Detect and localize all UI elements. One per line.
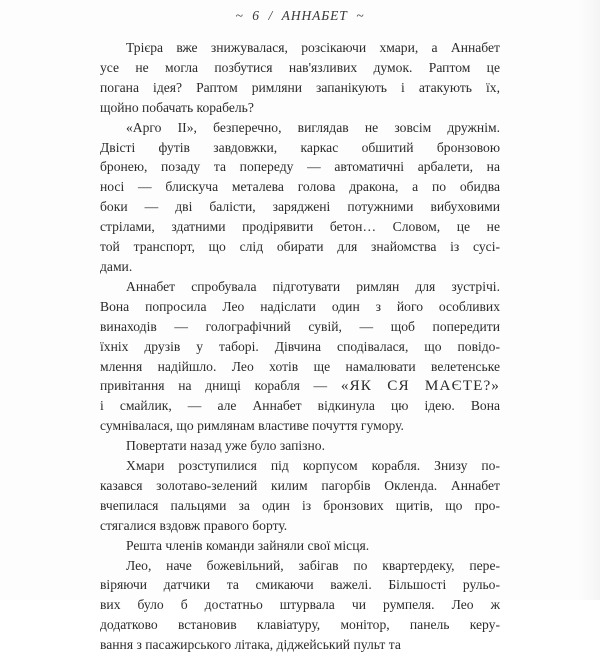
text-line: Трієра вже знижувалася, розсікаючи хмари, а Аннабет bbox=[126, 40, 500, 55]
text-line: казався золотаво-зелений килим пагорбів Окленда. Аннабет bbox=[100, 477, 500, 493]
text-line: Повертати назад уже було запізно. bbox=[126, 438, 325, 454]
running-head: ~ 6 / АННАБЕТ ~ bbox=[235, 8, 365, 23]
text-line: вання з пасажирського літака, діджейський пульт та bbox=[100, 637, 401, 653]
text-line: щойно побачать корабель? bbox=[100, 99, 254, 115]
text-line: вих було б достатньо штурвала чи румпеля. Лео ж bbox=[100, 597, 500, 613]
text-line: погана ідея? Раптом римляни запанікують і атакують їх, bbox=[100, 79, 500, 95]
text-line: боки — дві балісти, заряджені потужними вибуховими bbox=[100, 199, 500, 215]
emphasised-caps-text: «ЯК СЯ МАЄТЕ?» bbox=[340, 377, 500, 395]
text-line: дами. bbox=[100, 258, 133, 274]
text-line: Решта членів команди зайняли свої місця. bbox=[126, 537, 370, 553]
text-line: носі — блискуча металева голова дракона, а по обидва bbox=[100, 179, 500, 195]
body-text bbox=[100, 38, 500, 655]
text-line: винаходів — голографічний сувій, — щоб попередити bbox=[100, 318, 500, 334]
paragraph bbox=[100, 38, 500, 118]
text-line: Лео, наче божевільний, забігав по квартердеку, пере- bbox=[126, 557, 500, 573]
text-line: вчепилася пальцями за один із бронзових щитів, що про- bbox=[100, 497, 500, 513]
text-line: віряючи датчики та смикаючи важелі. Більшості рульо- bbox=[100, 577, 500, 593]
text-line: усе не могла позбутися нав'язливих думок. Раптом це bbox=[100, 59, 500, 75]
paragraph bbox=[100, 536, 500, 556]
text-line: додатково встановив клавіатуру, монітор, панель керу- bbox=[100, 617, 500, 633]
text-line: Аннабет спробувала підготувати римлян для зустрічі. bbox=[126, 278, 500, 294]
text-line: привітання на днищі корабля — «ЯК СЯ МАЄТЕ?» bbox=[100, 377, 500, 395]
text-line: їхніх друзів у таборі. Дівчина сподівалася, що повідо- bbox=[100, 338, 500, 354]
paragraph bbox=[100, 556, 500, 655]
text-line: стрілами, здатними продірявити бетон… Словом, це не bbox=[100, 219, 500, 235]
text-line: стягалися вздовж правого борту. bbox=[100, 517, 288, 533]
text-line: «Арго II», безперечно, виглядав не зовсім дружнім. bbox=[126, 119, 500, 135]
paragraph bbox=[100, 436, 500, 456]
text-line: Хмари розступилися під корпусом корабля. Знизу по- bbox=[126, 458, 500, 474]
text-line: Вона попросила Лео надіслати один з його особливих bbox=[100, 298, 500, 314]
text-line: той транспорт, що слід обирати для знайомства із сусі- bbox=[100, 239, 500, 255]
text-line: бронею, позаду та попереду — автоматичні арбалети, на bbox=[100, 159, 500, 175]
paragraph bbox=[100, 456, 500, 536]
paragraph bbox=[100, 277, 500, 436]
text-line: Двісті футів завдовжки, каркас обшитий бронзовою bbox=[100, 139, 500, 155]
paragraph bbox=[100, 118, 500, 277]
text-line: сумнівалася, що римлянам властиве почуття гумору. bbox=[100, 418, 404, 434]
text-line: і смайлик, — але Аннабет відкинула цю ідею. Вона bbox=[100, 398, 500, 414]
text-line: млення надійшло. Лео хотів ще намалювати велетенське bbox=[100, 358, 500, 374]
